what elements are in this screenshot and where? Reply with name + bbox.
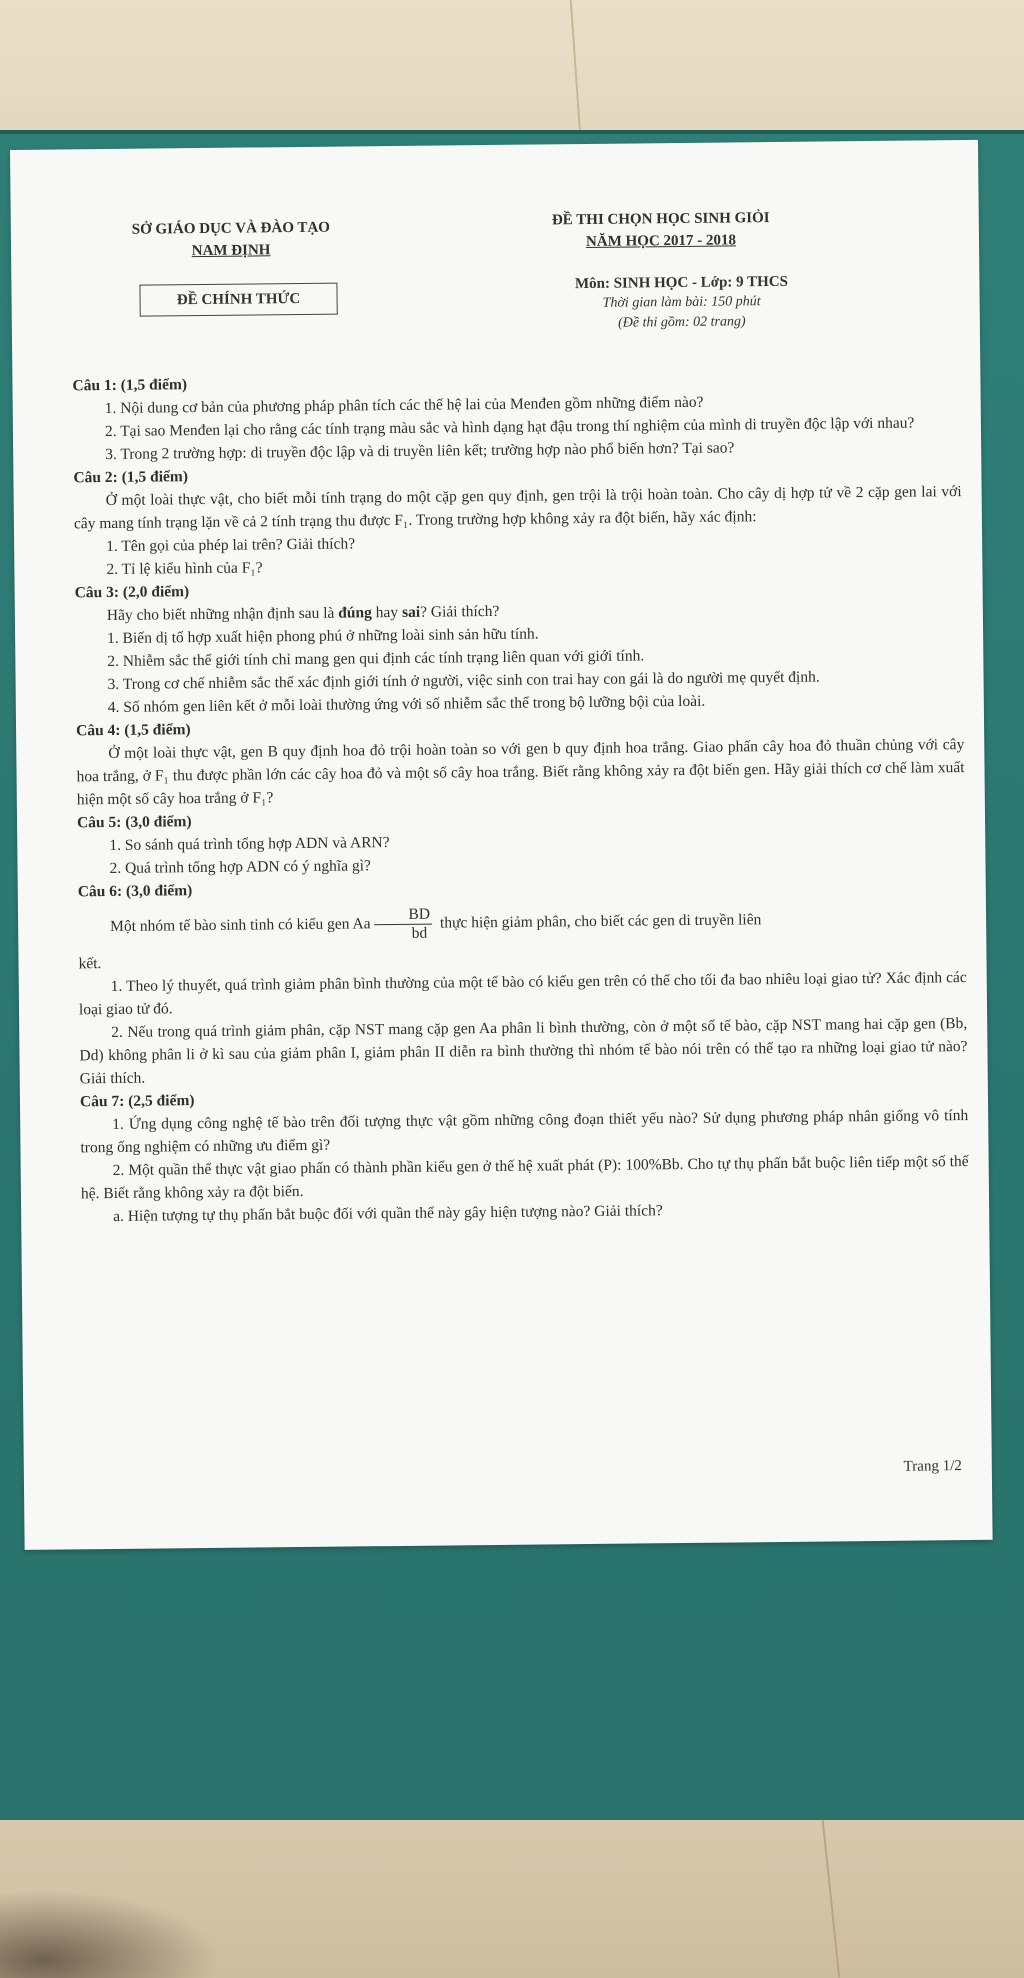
question-item: 2. Nếu trong quá trình giảm phân, cặp NST mang cặp gen Aa phân li bình thường, còn ở một số tế bào, cặp NST mang hai cặp gen (Bb, Dd) không phân li ở kì sau của giảm phân I, giảm phân II diễn ra bình thường thì nhóm tế bào nói trên có thể tạo ra những loại giao tử nào? Giải thích. (79, 1015, 968, 1088)
question-item: 1. Biến dị tổ hợp xuất hiện phong phú ở những loài sinh sản hữu tính. (107, 625, 539, 648)
question-item: 3. Trong 2 trường hợp: di truyền độc lập và di truyền liên kết; trường hợp nào phổ biến hơn? Tại sao? (105, 439, 735, 464)
question-title: Câu 4: (1,5 điểm) (75, 721, 191, 740)
question-item: 2. Tại sao Menđen lại cho rằng các tính trạng màu sắc và hình dạng hạt đậu trong thí nghiệm của mình di truyền độc lập với nhau? (104, 414, 915, 441)
header-left (101, 216, 361, 263)
question-title: Câu 2: (1,5 điểm) (73, 468, 189, 487)
question-intro: Ở một loài thực vật, gen B quy định hoa đỏ trội hoàn toàn so với gen b quy định hoa trắng. Giao phấn cây hoa đỏ thuần chủng với cây hoa trắng, ở F₁ thu được phần lớn các cây hoa đỏ và một số cây hoa trắng. Biết rằng không xảy ra đột biến gen. Hãy giải thích cơ chế làm xuất hiện một số cây hoa trắng ở F₁? (76, 736, 965, 809)
question-intro: Một nhóm tế bào sinh tinh có kiểu gen Aa $\frac{BD}{bd}$ thực hiện giảm phân, cho biết các gen di truyền liên (110, 905, 762, 942)
shadow (0, 1890, 220, 1978)
question-item: 2. Tỉ lệ kiểu hình của F₁? (106, 559, 263, 579)
exam-title: ĐỀ THI CHỌN HỌC SINH GIỎI (551, 210, 770, 229)
page-number: Trang 1/2 (903, 1458, 962, 1475)
subject-line: Môn: SINH HỌC - Lớp: 9 THCS (574, 273, 789, 293)
question-item: 1. Nội dung cơ bản của phương pháp phân tích các thế hệ lai của Menđen gồm những điểm nào? (104, 393, 704, 418)
question-intro: Hãy cho biết những nhận định sau là đúng hay sai? Giải thích? (106, 602, 500, 625)
question-item: 1. Theo lý thuyết, quá trình giảm phân bình thường của một tế bào có kiểu gen trên có thể cho tối đa bao nhiêu loại giao tử? Xác định các loại giao tử đó. (78, 969, 967, 1019)
school-year: NĂM HỌC 2017 - 2018 (585, 232, 737, 250)
question-intro: Ở một loài thực vật, cho biết mỗi tính trạng do một cặp gen quy định, gen trội là trội hoàn toàn. Cho cây dị hợp tử về 2 cặp gen lai với cây mang tính trạng lặn về cả 2 tính trạng thu được F₁. Trong trường hợp không xảy ra đột biến, hãy xác định: (73, 483, 962, 533)
exam-body (72, 365, 969, 1228)
question-item: 2. Quá trình tổng hợp ADN có ý nghĩa gì? (109, 857, 371, 877)
time-line: Thời gian làm bài: 150 phút (602, 294, 761, 311)
header-right (496, 206, 826, 253)
question-title: Câu 3: (2,0 điểm) (74, 583, 190, 602)
exam-paper (10, 140, 993, 1550)
department-name: SỞ GIÁO DỤC VÀ ĐÀO TẠO (131, 219, 331, 238)
genotype-fraction: $\frac{BD}{bd}$ (374, 906, 432, 944)
official-stamp: ĐỀ CHÍNH THỨC (139, 283, 337, 317)
question-item: 4. Số nhóm gen liên kết ở mỗi loài thường ứng với số nhiễm sắc thể trong bộ lưỡng bội của loài. (107, 692, 706, 717)
question-title: Câu 5: (3,0 điểm) (76, 813, 192, 832)
pages-line: (Đề thi gồm: 02 trang) (617, 314, 746, 331)
question-title: Câu 7: (2,5 điểm) (79, 1092, 195, 1111)
question-item: 3. Trong cơ chế nhiễm sắc thể xác định giới tính ở người, việc sinh con trai hay con gái là do người mẹ quyết định. (107, 668, 820, 694)
question-item: 2. Một quần thể thực vật giao phấn có thành phần kiểu gen ở thế hệ xuất phát (P): 100%Bb. Cho tự thụ phấn bắt buộc liên tiếp một số thế hệ. Biết rằng không xảy ra đột biến. (80, 1153, 969, 1203)
question-intro-end: kết. (78, 955, 102, 973)
question-item: 2. Nhiễm sắc thể giới tính chỉ mang gen qui định các tính trạng liên quan với giới tính. (107, 647, 645, 671)
question-item: 1. So sánh quá trình tổng hợp ADN và ARN? (109, 834, 390, 854)
question-title: Câu 1: (1,5 điểm) (72, 376, 188, 395)
province-name: NAM ĐỊNH (191, 242, 271, 260)
question-item: a. Hiện tượng tự thụ phấn bắt buộc đối với quần thể này gây hiện tượng nào? Giải thích? (113, 1202, 663, 1225)
subject-block (531, 271, 832, 334)
question-item: 1. Tên gọi của phép lai trên? Giải thích? (106, 535, 356, 556)
question-title: Câu 6: (3,0 điểm) (77, 882, 193, 901)
question-item: 1. Ứng dụng công nghệ tế bào trên đối tượng thực vật gồm những công đoạn thiết yếu nào? Sử dụng phương pháp nhân giống vô tính trong ống nghiệm có những ưu điểm gì? (80, 1107, 969, 1157)
